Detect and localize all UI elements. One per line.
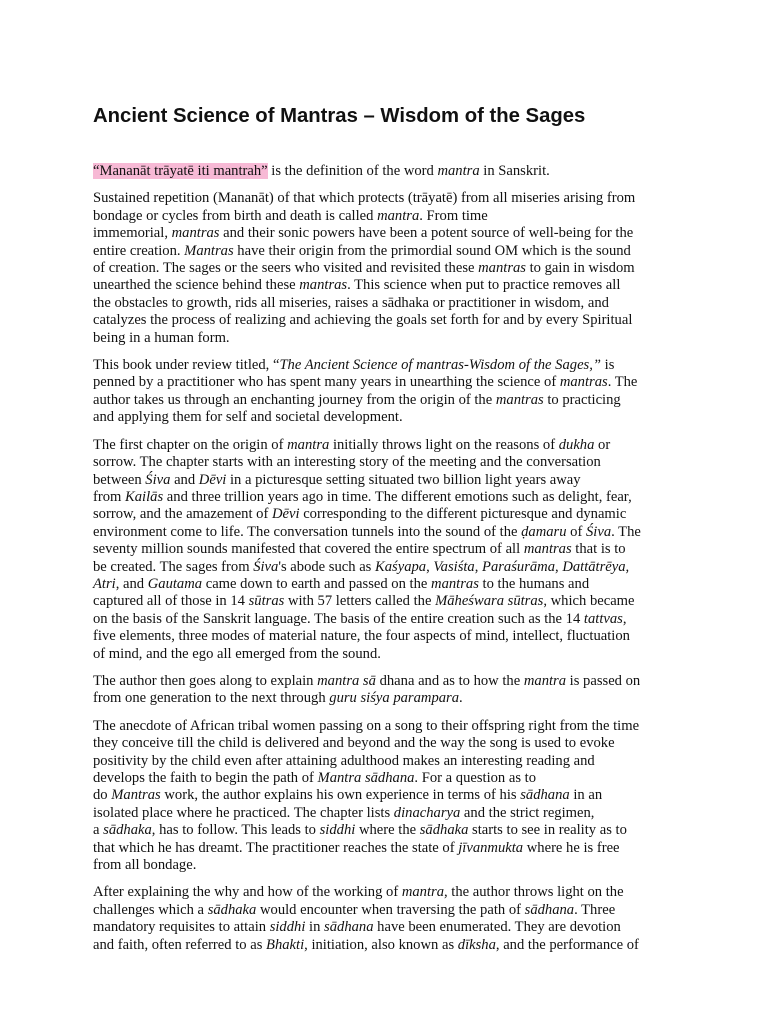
text-line: isolated place where he practiced. The chapter lists dinacharya and the strict regimen, bbox=[93, 804, 595, 821]
text-line: five elements, three modes of material nature, the four aspects of mind, intellect, fluctuation bbox=[93, 628, 630, 645]
document-page bbox=[93, 0, 677, 954]
paragraph-1 bbox=[93, 190, 677, 347]
text-line: captured all of those in 14 sūtras with 57 letters called the Māheśwara sūtras, which became bbox=[93, 593, 635, 610]
text-line: and faith, often referred to as Bhakti, initiation, also known as dīksha, and the performance of bbox=[93, 936, 639, 953]
text-line: of mind, and the ego all emerged from the sound. bbox=[93, 645, 381, 662]
text-line: Atri, and Gautama came down to earth and passed on the mantras to the humans and bbox=[93, 575, 590, 592]
paragraph-4 bbox=[93, 673, 677, 708]
highlighted-definition: “Mananāt trāyatē iti mantrah” bbox=[93, 163, 268, 179]
text-line: positivity by the child even after attaining adulthood makes an interesting reading and bbox=[93, 752, 595, 769]
text-line: between Śiva and Dēvi in a picturesque setting situated two billion light years away bbox=[93, 471, 581, 488]
text-line: be created. The sages from Śiva's abode such as Kaśyapa, Vasiśta, Paraśurāma, Dattātrēya, bbox=[93, 558, 630, 575]
paragraph-6 bbox=[93, 884, 677, 954]
text-line: author takes us through an enchanting journey from the origin of the mantras to practicing bbox=[93, 391, 621, 408]
text-line: unearthed the science behind these mantras. This science when put to practice removes all bbox=[93, 277, 621, 294]
text-line: of creation. The sages or the seers who visited and revisited these mantras to gain in wisdom bbox=[93, 260, 635, 277]
text-line: seventy million sounds manifested that covered the entire spectrum of all mantras that is to bbox=[93, 541, 626, 558]
text-line: challenges which a sādhaka would encounter when traversing the path of sādhana. Three bbox=[93, 901, 616, 918]
text-line: a sādhaka, has to follow. This leads to siddhi where the sādhaka starts to see in reality as to bbox=[93, 822, 627, 839]
text-line: The first chapter on the origin of mantra initially throws light on the reasons of dukha or bbox=[93, 436, 611, 453]
text-line: from all bondage. bbox=[93, 857, 197, 874]
text-line: develops the faith to begin the path of Mantra sādhana. For a question as to bbox=[93, 770, 537, 786]
text-line: from Kailās and three trillion years ago in time. The different emotions such as delight, fear, bbox=[93, 488, 632, 505]
text-line: The anecdote of African tribal women passing on a song to their offspring right from the time bbox=[93, 717, 640, 734]
text-line: that which he has dreamt. The practitioner reaches the state of jīvanmukta where he is free bbox=[93, 839, 620, 856]
text-line: sorrow. The chapter starts with an interesting story of the meeting and the conversation bbox=[93, 454, 601, 471]
text-line: environment come to life. The conversation tunnels into the sound of the ḍamaru of Śiva. The bbox=[93, 523, 641, 540]
text-line: After explaining the why and how of the working of mantra, the author throws light on the bbox=[93, 884, 624, 901]
text-line: penned by a practitioner who has spent many years in unearthing the science of mantras. The bbox=[93, 374, 638, 391]
text-line: do Mantras work, the author explains his own experience in terms of his sādhana in an bbox=[93, 787, 603, 804]
text-line: sorrow, and the amazement of Dēvi corresponding to the different picturesque and dynamic bbox=[93, 506, 627, 523]
paragraph-5 bbox=[93, 718, 677, 875]
definition-paragraph: “Mananāt trāyatē iti mantrah” is the definition of the word mantra in Sanskrit. bbox=[93, 163, 550, 179]
text-line: bondage or cycles from birth and death is called mantra. From time bbox=[93, 207, 488, 224]
text-line: being in a human form. bbox=[93, 329, 230, 346]
paragraph-2 bbox=[93, 357, 677, 427]
text-line: on the basis of the Sanskrit language. The basis of the entire creation such as the 14 tattvas, bbox=[93, 610, 627, 627]
text-line: catalyzes the process of realizing and achieving the goals set forth for and by every Spiritual bbox=[93, 312, 633, 329]
text-line: and applying them for self and societal development. bbox=[93, 409, 403, 426]
paragraph-3 bbox=[93, 437, 677, 663]
text-line: the obstacles to growth, rids all miseries, raises a sādhaka or practitioner in wisdom, and bbox=[93, 294, 609, 311]
text-line: The author then goes along to explain mantra sā dhana and as to how the mantra is passed on bbox=[93, 672, 641, 689]
text-line: immemorial, mantras and their sonic powers have been a potent source of well-being for the bbox=[93, 225, 634, 242]
text-line: mandatory requisites to attain siddhi in sādhana have been enumerated. They are devotion bbox=[93, 919, 621, 936]
text-line: entire creation. Mantras have their origin from the primordial sound OM which is the sound bbox=[93, 242, 631, 259]
text-line: This book under review titled, “The Ancient Science of mantras-Wisdom of the Sages,” is bbox=[93, 357, 615, 374]
text-line: from one generation to the next through guru siśya parampara. bbox=[93, 690, 463, 707]
text-line: Sustained repetition (Mananāt) of that which protects (trāyatē) from all miseries arising from bbox=[93, 190, 636, 207]
text-line: they conceive till the child is delivered and beyond and the way the song is used to evoke bbox=[93, 735, 615, 752]
page-title: Ancient Science of Mantras – Wisdom of the Sages bbox=[93, 105, 586, 127]
